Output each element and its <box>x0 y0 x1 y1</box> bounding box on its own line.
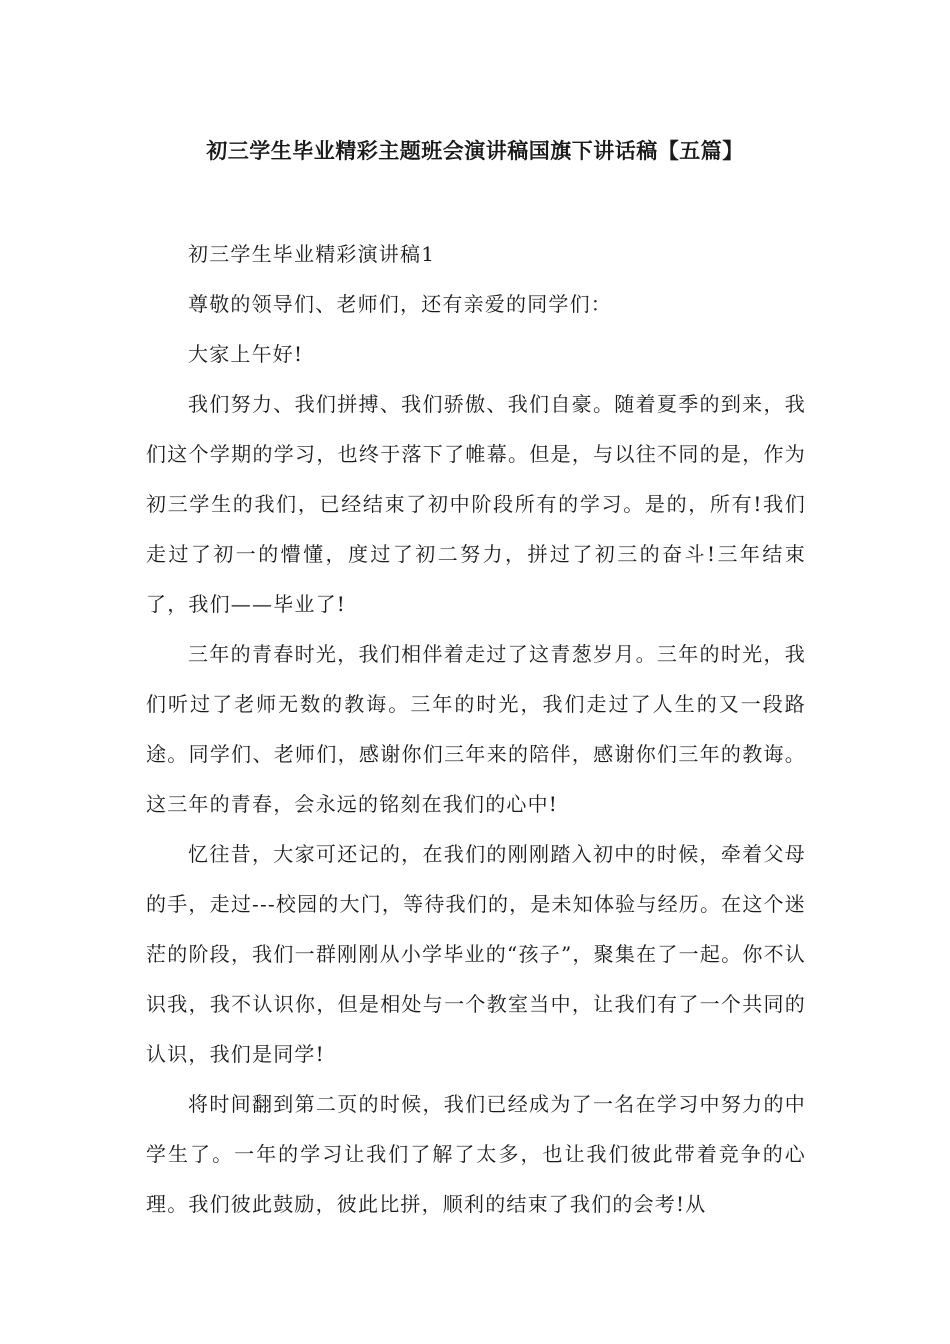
section-heading: 初三学生毕业精彩演讲稿1 <box>188 242 436 266</box>
paragraph: 将时间翻到第二页的时候，我们已经成为了一名在学习中努力的中学生了。一年的学习让我们了解了太多，也让我们彼此带着竞争的心理。我们彼此鼓励，彼此比拼，顺利的结束了我们的会考!从 <box>146 1092 806 1216</box>
paragraph: 忆往昔，大家可还记的，在我们的刚刚踏入初中的时候，牵着父母的手，走过---校园的大门，等待我们的，是未知体验与经历。在这个迷茫的阶段，我们一群刚刚从小学毕业的“孩子”，聚集在了一起。你不认识我，我不认识你，但是相处与一个教室当中，让我们有了一个共同的认识，我们是同学! <box>146 842 806 1066</box>
paragraph: 我们努力、我们拼搏、我们骄傲、我们自豪。随着夏季的到来，我们这个学期的学习，也终于落下了帷幕。但是，与以往不同的是，作为初三学生的我们，已经结束了初中阶段所有的学习。是的，所有!我们走过了初一的懵懂，度过了初二努力，拼过了初三的奋斗!三年结束了，我们——毕业了! <box>146 392 806 616</box>
salutation: 尊敬的领导们、老师们，还有亲爱的同学们： <box>188 292 612 316</box>
greeting: 大家上午好! <box>188 342 304 366</box>
paragraph: 三年的青春时光，我们相伴着走过了这青葱岁月。三年的时光，我们听过了老师无数的教诲。三年的时光，我们走过了人生的又一段路途。同学们、老师们，感谢你们三年来的陪伴，感谢你们三年的教诲。这三年的青春，会永远的铭刻在我们的心中! <box>146 642 806 816</box>
document-body <box>146 229 806 1229</box>
document-title: 初三学生毕业精彩主题班会演讲稿国旗下讲话稿【五篇】 <box>206 139 744 163</box>
